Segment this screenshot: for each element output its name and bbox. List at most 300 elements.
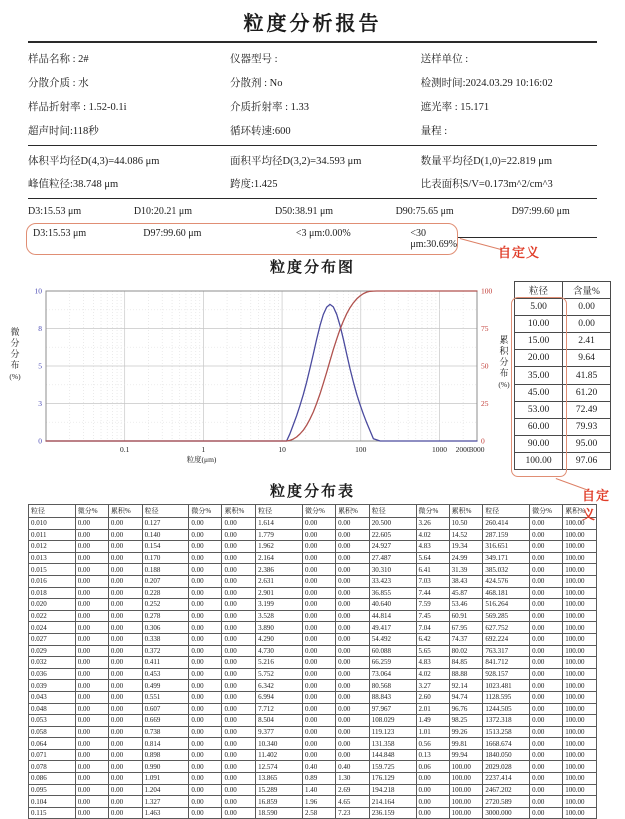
table-cell: 18.590	[256, 807, 303, 819]
table-cell: 692.224	[483, 633, 530, 645]
table-cell: 0.00	[189, 715, 222, 727]
table-cell: 0.00	[563, 316, 611, 333]
info-field: 检测时间:2024.03.29 10:16:02	[420, 78, 553, 89]
table-row	[29, 668, 597, 680]
table-cell: 0.00	[336, 552, 370, 564]
table-row	[29, 599, 597, 611]
table-cell: 100.00	[563, 518, 597, 530]
table-cell: 0.00	[336, 575, 370, 587]
svg-text:10: 10	[34, 286, 42, 296]
table-row	[29, 738, 597, 750]
table-cell: 0.00	[302, 691, 335, 703]
table-cell: 1128.595	[483, 691, 530, 703]
table-cell: 0.00	[108, 529, 142, 541]
table-cell: 0.00	[530, 715, 563, 727]
table-cell: 2.69	[336, 784, 370, 796]
svg-text:8: 8	[38, 324, 42, 334]
table-row	[29, 622, 597, 634]
table-cell: 4.02	[416, 668, 449, 680]
table-cell: 88.843	[369, 691, 416, 703]
table-cell: 0.00	[222, 796, 256, 808]
table-row	[29, 610, 597, 622]
table-cell: 0.00	[302, 610, 335, 622]
table-cell: 0.00	[336, 680, 370, 692]
table-cell: 0.00	[189, 784, 222, 796]
table-row	[515, 333, 611, 350]
table-cell: 100.00	[563, 680, 597, 692]
table-cell: 1023.481	[483, 680, 530, 692]
table-cell: 10.50	[449, 518, 483, 530]
table-cell: 14.52	[449, 529, 483, 541]
table-cell: 0.00	[75, 587, 108, 599]
table-cell: 7.03	[416, 575, 449, 587]
table-cell: 0.00	[222, 657, 256, 669]
table-cell: 96.76	[449, 703, 483, 715]
table-cell: 4.02	[416, 529, 449, 541]
table-cell: 131.358	[369, 738, 416, 750]
differential-curve	[46, 304, 477, 441]
table-cell: 41.85	[563, 367, 611, 384]
table-cell: 0.00	[189, 587, 222, 599]
svg-text:3: 3	[38, 399, 42, 409]
table-cell: 1.01	[416, 726, 449, 738]
table-cell: 3.890	[256, 622, 303, 634]
table-cell: 0.00	[108, 657, 142, 669]
svg-text:0: 0	[38, 436, 42, 446]
table-cell: 100.00	[563, 657, 597, 669]
table-cell: 10.340	[256, 738, 303, 750]
table-cell: 1.463	[142, 807, 189, 819]
table-cell: 0.00	[222, 726, 256, 738]
info-field: 量程 :	[420, 126, 448, 137]
stat-value: 峰值粒径:38.748 μm	[28, 179, 119, 190]
table-cell: 0.00	[108, 784, 142, 796]
svg-text:1: 1	[201, 445, 206, 454]
table-row	[515, 435, 611, 452]
table-cell: 100.00	[563, 529, 597, 541]
table-cell: 100.00	[563, 773, 597, 785]
d-values-row	[28, 199, 597, 219]
info-field: 介质折射率 : 1.33	[229, 102, 310, 113]
info-field: 分散剂 : No	[229, 78, 283, 89]
svg-text:1000: 1000	[431, 445, 447, 454]
table-cell: 0.00	[75, 703, 108, 715]
table-cell: 0.00	[222, 749, 256, 761]
table-cell: 0.00	[189, 796, 222, 808]
y-axis-label-right	[497, 335, 511, 390]
table-row	[29, 657, 597, 669]
table-cell: 144.848	[369, 749, 416, 761]
table-cell: 100.00	[563, 610, 597, 622]
axis-label-char: 布	[499, 368, 509, 378]
table-cell: 0.252	[142, 599, 189, 611]
table-cell: 0.411	[142, 657, 189, 669]
table-section-title: 粒度分布表	[269, 484, 355, 500]
table-cell: 54.492	[369, 633, 416, 645]
table-cell: 0.00	[75, 784, 108, 796]
table-cell: 0.032	[29, 657, 76, 669]
table-cell: 0.00	[530, 552, 563, 564]
table-cell: 0.00	[108, 575, 142, 587]
annotation-pointer-line	[460, 238, 503, 250]
table-cell: 99.26	[449, 726, 483, 738]
table-cell: 66.259	[369, 657, 416, 669]
table-cell: 7.04	[416, 622, 449, 634]
table-cell: 100.00	[563, 703, 597, 715]
axis-label-char: 布	[10, 360, 20, 370]
table-cell: 0.00	[75, 668, 108, 680]
table-row	[515, 401, 611, 418]
table-cell: 0.00	[222, 703, 256, 715]
table-cell: 0.011	[29, 529, 76, 541]
table-cell: 841.712	[483, 657, 530, 669]
table-row	[515, 299, 611, 316]
table-cell: 0.00	[336, 749, 370, 761]
table-cell: 0.00	[530, 726, 563, 738]
table-cell: 0.00	[108, 587, 142, 599]
table-cell: 0.00	[563, 299, 611, 316]
table-row	[29, 761, 597, 773]
table-cell: 0.024	[29, 622, 76, 634]
col-header: 累积%	[449, 505, 483, 518]
table-cell: 0.00	[222, 715, 256, 727]
svg-text:75: 75	[481, 324, 489, 334]
table-cell: 316.651	[483, 541, 530, 553]
table-cell: 0.00	[302, 715, 335, 727]
col-header: 粒径	[29, 505, 76, 518]
stats-grid	[28, 146, 597, 198]
table-cell: 0.00	[75, 622, 108, 634]
table-cell: 4.290	[256, 633, 303, 645]
table-cell: 0.00	[530, 703, 563, 715]
table-cell: 5.65	[416, 645, 449, 657]
table-cell: 0.00	[189, 622, 222, 634]
table-cell: 236.159	[369, 807, 416, 819]
table-cell: 94.74	[449, 691, 483, 703]
table-cell: 0.00	[189, 668, 222, 680]
custom-value: D3:15.53 μm	[33, 228, 87, 239]
col-header: 累积%	[108, 505, 142, 518]
table-row	[29, 587, 597, 599]
svg-text:3000: 3000	[469, 445, 485, 454]
table-cell: 6.41	[416, 564, 449, 576]
table-cell: 0.89	[302, 773, 335, 785]
table-cell: 0.278	[142, 610, 189, 622]
table-cell: 100.00	[563, 564, 597, 576]
table-cell: 0.00	[75, 633, 108, 645]
table-cell: 0.898	[142, 749, 189, 761]
stat-value: 比表面积S/V=0.173m^2/cm^3	[420, 179, 553, 190]
table-cell: 0.00	[302, 738, 335, 750]
table-cell: 516.264	[483, 599, 530, 611]
table-cell: 627.752	[483, 622, 530, 634]
table-cell: 0.372	[142, 645, 189, 657]
table-cell: 0.00	[302, 529, 335, 541]
table-cell: 0.00	[530, 796, 563, 808]
table-cell: 13.865	[256, 773, 303, 785]
table-cell: 0.00	[302, 587, 335, 599]
table-row	[29, 807, 597, 819]
table-cell: 61.20	[563, 384, 611, 401]
table-cell: 0.00	[75, 761, 108, 773]
table-cell: 0.010	[29, 518, 76, 530]
table-cell: 0.016	[29, 575, 76, 587]
table-cell: 3000.000	[483, 807, 530, 819]
table-cell: 0.071	[29, 749, 76, 761]
table-cell: 0.00	[302, 645, 335, 657]
info-field: 仪器型号 :	[229, 54, 278, 65]
table-cell: 0.00	[108, 703, 142, 715]
table-cell: 0.012	[29, 541, 76, 553]
table-cell: 108.029	[369, 715, 416, 727]
table-cell: 0.00	[336, 599, 370, 611]
table-cell: 0.00	[530, 691, 563, 703]
table-cell: 0.00	[336, 691, 370, 703]
table-cell: 1.49	[416, 715, 449, 727]
table-cell: 0.00	[108, 726, 142, 738]
table-cell: 0.00	[530, 668, 563, 680]
table-cell: 287.159	[483, 529, 530, 541]
table-cell: 60.088	[369, 645, 416, 657]
table-cell: 0.00	[108, 668, 142, 680]
table-header-row	[29, 505, 597, 518]
table-cell: 0.043	[29, 691, 76, 703]
table-cell: 100.00	[563, 587, 597, 599]
table-cell: 0.095	[29, 784, 76, 796]
table-cell: 3.27	[416, 680, 449, 692]
table-cell: 24.927	[369, 541, 416, 553]
axis-label-unit: (%)	[9, 372, 21, 381]
table-row	[29, 773, 597, 785]
table-cell: 424.576	[483, 575, 530, 587]
table-cell: 0.00	[108, 552, 142, 564]
table-cell: 3.199	[256, 599, 303, 611]
custom-annotation-label: 自定义	[498, 245, 541, 260]
table-cell: 0.00	[189, 564, 222, 576]
table-cell: 7.59	[416, 599, 449, 611]
table-cell: 98.25	[449, 715, 483, 727]
table-cell: 0.00	[336, 529, 370, 541]
table-cell: 0.00	[75, 529, 108, 541]
table-row	[515, 316, 611, 333]
table-cell: 2.386	[256, 564, 303, 576]
table-cell: 100.00	[563, 668, 597, 680]
table-cell: 100.00	[563, 761, 597, 773]
table-cell: 72.49	[563, 401, 611, 418]
table-cell: 0.00	[108, 564, 142, 576]
axis-label-char: 分	[499, 357, 509, 367]
table-cell: 8.504	[256, 715, 303, 727]
table-cell: 0.00	[530, 645, 563, 657]
table-cell: 33.423	[369, 575, 416, 587]
table-cell: 0.00	[302, 726, 335, 738]
table-cell: 0.018	[29, 587, 76, 599]
table-cell: 1.614	[256, 518, 303, 530]
table-cell: 1513.258	[483, 726, 530, 738]
table-cell: 45.00	[515, 384, 563, 401]
table-cell: 0.00	[336, 668, 370, 680]
d-value: D3:15.53 μm	[28, 206, 82, 217]
table-cell: 100.00	[563, 749, 597, 761]
table-cell: 0.00	[222, 564, 256, 576]
table-cell: 0.00	[530, 518, 563, 530]
d-value: D90:75.65 μm	[395, 206, 454, 217]
table-cell: 0.00	[189, 726, 222, 738]
table-cell: 0.00	[302, 749, 335, 761]
stat-value: 面积平均径D(3,2)=34.593 μm	[229, 156, 362, 167]
table-cell: 0.00	[302, 633, 335, 645]
table-cell: 0.020	[29, 599, 76, 611]
table-cell: 0.00	[336, 564, 370, 576]
table-cell: 0.00	[189, 680, 222, 692]
table-cell: 100.00	[515, 452, 563, 469]
table-cell: 9.64	[563, 350, 611, 367]
table-cell: 4.65	[336, 796, 370, 808]
table-cell: 0.00	[75, 657, 108, 669]
table-row	[29, 703, 597, 715]
table-cell: 0.00	[530, 575, 563, 587]
table-cell: 35.00	[515, 367, 563, 384]
table-cell: 0.00	[108, 691, 142, 703]
table-cell: 0.00	[75, 599, 108, 611]
table-cell: 7.45	[416, 610, 449, 622]
svg-text:0: 0	[481, 436, 485, 446]
table-cell: 100.00	[563, 715, 597, 727]
table-cell: 100.00	[563, 784, 597, 796]
table-cell: 2.60	[416, 691, 449, 703]
table-cell: 0.00	[302, 622, 335, 634]
table-cell: 99.81	[449, 738, 483, 750]
table-cell: 0.188	[142, 564, 189, 576]
svg-text:5: 5	[38, 361, 42, 371]
table-row	[29, 633, 597, 645]
sample-info-grid	[28, 43, 597, 145]
table-cell: 0.00	[108, 807, 142, 819]
custom-value: D97:99.60 μm	[143, 228, 202, 239]
table-cell: 6.42	[416, 633, 449, 645]
table-cell: 100.00	[449, 773, 483, 785]
table-cell: 0.00	[302, 680, 335, 692]
table-cell: 0.00	[189, 657, 222, 669]
table-cell: 99.94	[449, 749, 483, 761]
table-cell: 0.00	[189, 633, 222, 645]
col-header: 微分%	[189, 505, 222, 518]
table-cell: 100.00	[563, 807, 597, 819]
table-cell: 1.962	[256, 541, 303, 553]
table-cell: 0.104	[29, 796, 76, 808]
table-cell: 73.064	[369, 668, 416, 680]
table-row	[515, 452, 611, 469]
table-cell: 0.00	[416, 784, 449, 796]
table-cell: 12.574	[256, 761, 303, 773]
axis-label-char: 分	[10, 349, 20, 359]
table-cell: 0.00	[189, 691, 222, 703]
table-cell: 0.00	[336, 645, 370, 657]
table-cell: 16.859	[256, 796, 303, 808]
axis-label-char: 分	[10, 338, 20, 348]
table-cell: 7.44	[416, 587, 449, 599]
table-cell: 0.00	[75, 645, 108, 657]
table-cell: 53.00	[515, 401, 563, 418]
svg-text:2000: 2000	[455, 445, 471, 454]
table-cell: 0.00	[189, 807, 222, 819]
table-cell: 100.00	[563, 575, 597, 587]
table-cell: 100.00	[563, 691, 597, 703]
table-cell: 100.00	[449, 796, 483, 808]
table-cell: 0.00	[336, 518, 370, 530]
table-cell: 0.00	[75, 807, 108, 819]
table-cell: 0.00	[222, 529, 256, 541]
table-cell: 0.00	[530, 680, 563, 692]
col-header: 粒径	[515, 282, 563, 299]
table-cell: 2.631	[256, 575, 303, 587]
particle-distribution-chart	[22, 279, 500, 475]
table-cell: 0.06	[416, 761, 449, 773]
table-cell: 0.00	[108, 633, 142, 645]
table-cell: 0.078	[29, 761, 76, 773]
table-cell: 2237.414	[483, 773, 530, 785]
table-cell: 0.00	[108, 761, 142, 773]
table-cell: 0.00	[108, 680, 142, 692]
table-cell: 0.56	[416, 738, 449, 750]
table-cell: 0.00	[222, 691, 256, 703]
table-cell: 27.487	[369, 552, 416, 564]
col-header: 累积%	[563, 505, 597, 518]
table-cell: 2.41	[563, 333, 611, 350]
info-field: 送样单位 :	[420, 54, 469, 65]
table-cell: 1.327	[142, 796, 189, 808]
col-header: 含量%	[563, 282, 611, 299]
table-cell: 0.40	[302, 761, 335, 773]
table-cell: 6.994	[256, 691, 303, 703]
table-cell: 4.83	[416, 541, 449, 553]
table-cell: 24.99	[449, 552, 483, 564]
table-cell: 2.58	[302, 807, 335, 819]
table-cell: 100.00	[563, 541, 597, 553]
table-cell: 90.00	[515, 435, 563, 452]
table-cell: 214.164	[369, 796, 416, 808]
table-cell: 0.00	[75, 749, 108, 761]
table-cell: 176.129	[369, 773, 416, 785]
table-cell: 0.00	[336, 726, 370, 738]
table-cell: 0.00	[336, 541, 370, 553]
table-cell: 19.34	[449, 541, 483, 553]
table-cell: 100.00	[563, 633, 597, 645]
table-cell: 0.00	[222, 773, 256, 785]
table-cell: 0.00	[189, 599, 222, 611]
table-cell: 0.00	[222, 575, 256, 587]
table-cell: 100.00	[563, 738, 597, 750]
table-cell: 0.00	[189, 773, 222, 785]
table-cell: 2.901	[256, 587, 303, 599]
table-cell: 260.414	[483, 518, 530, 530]
table-cell: 88.88	[449, 668, 483, 680]
table-cell: 0.00	[189, 703, 222, 715]
table-cell: 0.00	[222, 552, 256, 564]
table-cell: 0.607	[142, 703, 189, 715]
table-cell: 0.228	[142, 587, 189, 599]
table-row	[515, 384, 611, 401]
table-row	[515, 367, 611, 384]
table-cell: 0.00	[222, 784, 256, 796]
custom-annotation-label: 自定义	[582, 488, 611, 522]
table-cell: 0.00	[75, 575, 108, 587]
table-cell: 0.00	[336, 657, 370, 669]
custom-values-box	[26, 223, 458, 255]
stat-value: 体积平均径D(4,3)=44.086 μm	[28, 156, 160, 167]
table-cell: 100.00	[563, 726, 597, 738]
table-cell: 3.528	[256, 610, 303, 622]
